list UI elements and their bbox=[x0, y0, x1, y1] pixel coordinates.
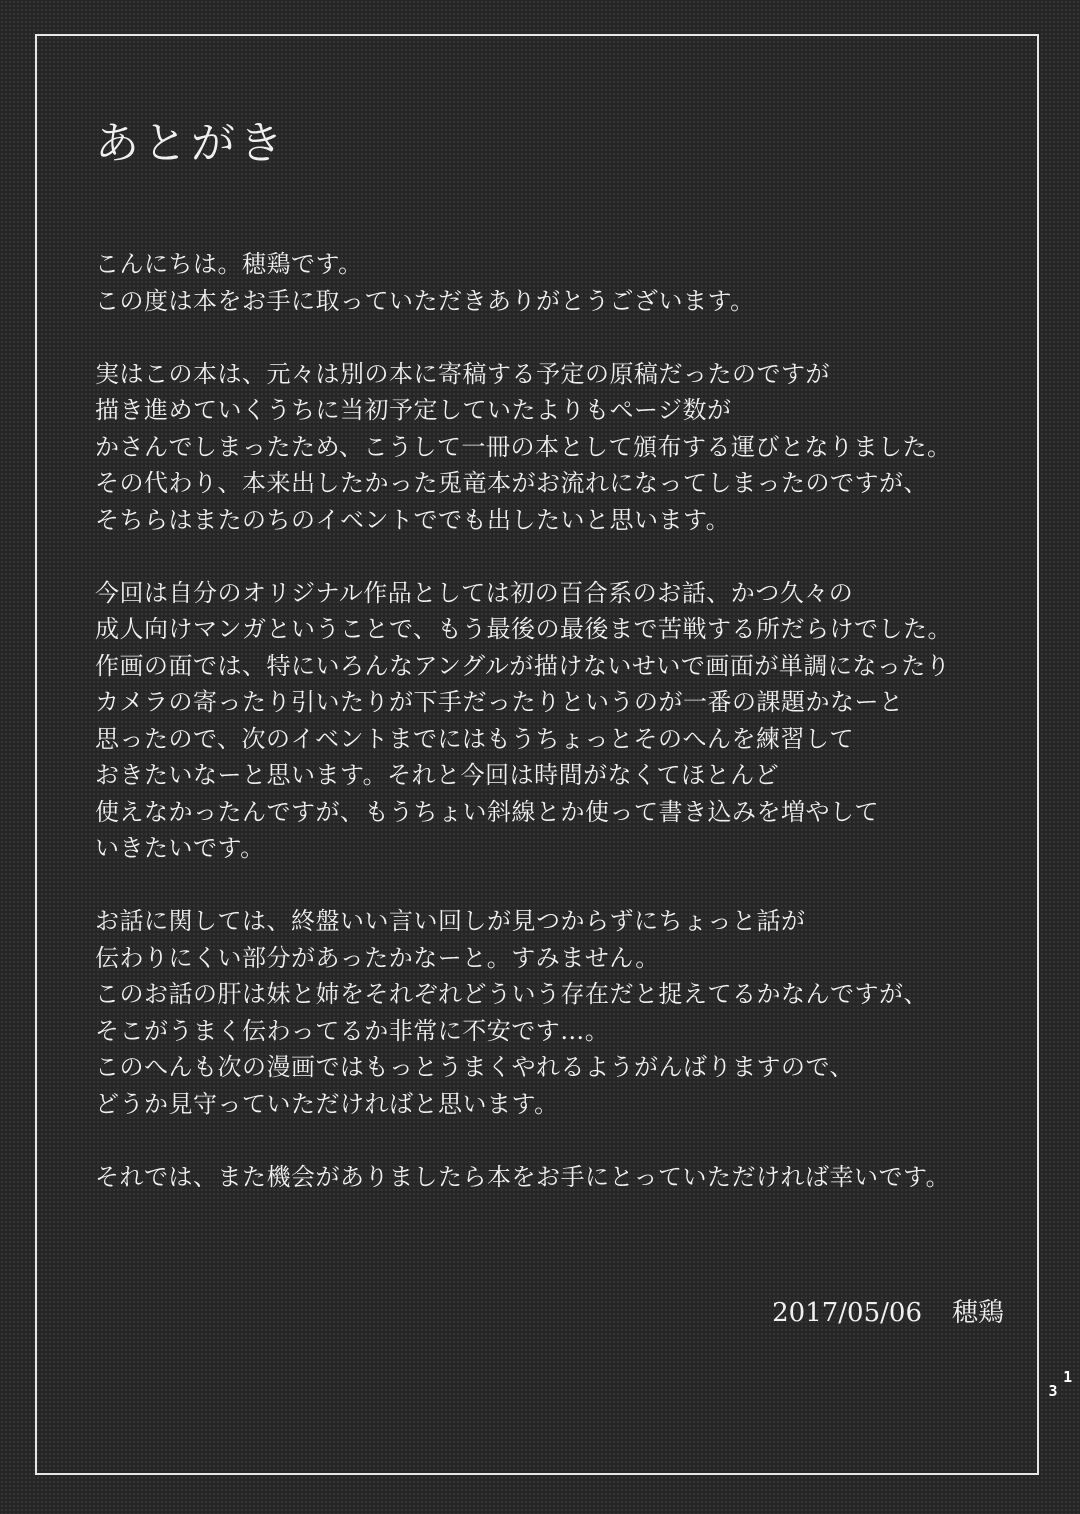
signature-author: 穂鶏 bbox=[951, 1298, 1004, 1328]
text-line: そこがうまく伝わってるか非常に不安です…。 bbox=[95, 1016, 610, 1045]
text-line: おきたいなーと思います。それと今回は時間がなくてほとんど bbox=[95, 761, 780, 789]
text-line: お話に関しては、終盤いい言い回しが見つからずにちょっと話が bbox=[95, 907, 806, 935]
text-line: 作画の面では、特にいろんなアングルが描けないせいで画面が単調になったり bbox=[95, 651, 951, 680]
text-line: かさんでしまったため、こうして一冊の本として頒布する運びとなりました。 bbox=[95, 432, 952, 461]
text-line: 描き進めていくうちに当初予定していたよりもページ数が bbox=[95, 396, 732, 424]
text-line: 伝わりにくい部分があったかなーと。すみません。 bbox=[95, 943, 660, 972]
text-line: その代わり、本来出したかった兎竜本がお流れになってしまったのですが、 bbox=[95, 469, 928, 497]
text-line: 思ったので、次のイベントまでにはもうちょっとそのへんを練習して bbox=[95, 724, 855, 753]
text-line: それでは、また機会がありましたら本をお手にとっていただければ幸いです。 bbox=[95, 1162, 951, 1191]
signature bbox=[772, 1295, 1004, 1331]
paragraph bbox=[95, 575, 1030, 867]
page-title: あとがき bbox=[95, 118, 287, 169]
paragraph bbox=[95, 903, 1030, 1122]
text-line: 成人向けマンガということで、もう最後の最後まで苦戦する所だらけでした。 bbox=[95, 615, 953, 643]
paragraph bbox=[95, 1159, 1030, 1196]
text-line: このお話の肝は妹と姉をそれぞれどういう存在だと捉えてるかなんですが、 bbox=[95, 980, 928, 1008]
text-line: いきたいです。 bbox=[95, 834, 265, 862]
text-line: 実はこの本は、元々は別の本に寄稿する予定の原稿だったのですが bbox=[95, 359, 830, 388]
paragraph bbox=[95, 246, 1030, 319]
text-line: どうか見守っていただければと思います。 bbox=[95, 1089, 559, 1118]
text-line: このへんも次の漫画ではもっとうまくやれるようがんばりますので、 bbox=[95, 1053, 855, 1081]
page-number-value: 1 3 bbox=[1048, 1368, 1073, 1400]
text-line: そちらはまたのちのイベントででも出したいと思います。 bbox=[95, 505, 731, 534]
text-line: こんにちは。穂鶏です。 bbox=[95, 250, 363, 278]
signature-date: 2017/05/06 bbox=[772, 1298, 922, 1328]
text-line: カメラの寄ったり引いたりが下手だったりというのが一番の課題かなーと bbox=[95, 688, 904, 716]
afterword-body bbox=[95, 246, 1030, 1232]
text-line: 今回は自分のオリジナル作品としては初の百合系のお話、かつ久々の bbox=[95, 578, 854, 607]
page-number bbox=[1045, 1356, 1073, 1400]
text-line: この度は本をお手に取っていただきありがとうございます。 bbox=[95, 286, 755, 315]
text-line: 使えなかったんですが、もうちょい斜線とか使って書き込みを増やして bbox=[95, 797, 879, 826]
paragraph bbox=[95, 356, 1030, 539]
